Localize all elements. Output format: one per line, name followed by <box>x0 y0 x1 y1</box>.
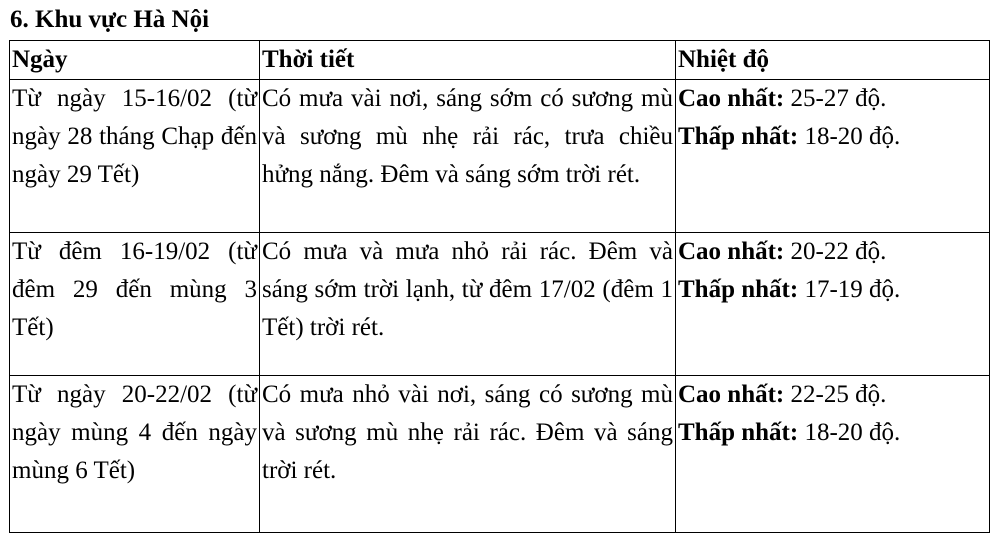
temperature-cell <box>676 80 990 233</box>
low-label: Thấp nhất: <box>678 276 799 303</box>
date-cell: Từ ngày 20-22/02 (từ ngày mùng 4 đến ngày mùng 6 Tết) <box>10 376 260 533</box>
weather-cell: Có mưa và mưa nhỏ rải rác. Đêm và sáng sớm trời lạnh, từ đêm 17/02 (đêm 1 Tết) trời rét. <box>260 233 676 376</box>
low-temperature <box>678 414 987 452</box>
weather-forecast-table <box>9 40 990 533</box>
weather-cell: Có mưa vài nơi, sáng sớm có sương mù và sương mù nhẹ rải rác, trưa chiều hửng nắng. Đêm và sáng sớm trời rét. <box>260 80 676 233</box>
high-label: Cao nhất: <box>678 85 785 112</box>
low-temperature <box>678 271 987 309</box>
section-heading: 6. Khu vực Hà Nội <box>10 6 210 33</box>
weather-cell: Có mưa nhỏ vài nơi, sáng có sương mù và sương mù nhẹ rải rác. Đêm và sáng trời rét. <box>260 376 676 533</box>
header-temperature: Nhiệt độ <box>676 41 990 80</box>
low-temperature <box>678 118 987 156</box>
date-cell: Từ ngày 15-16/02 (từ ngày 28 tháng Chạp đến ngày 29 Tết) <box>10 80 260 233</box>
header-weather: Thời tiết <box>260 41 676 80</box>
high-temperature <box>678 80 987 118</box>
high-value: 22-25 độ. <box>784 381 887 408</box>
table-header-row <box>10 41 990 80</box>
header-date: Ngày <box>10 41 260 80</box>
low-label: Thấp nhất: <box>678 419 799 446</box>
high-label: Cao nhất: <box>678 238 785 265</box>
table-row <box>10 80 990 233</box>
low-label: Thấp nhất: <box>678 123 799 150</box>
low-value: 18-20 độ. <box>798 123 901 150</box>
temperature-cell <box>676 376 990 533</box>
high-temperature <box>678 233 987 271</box>
low-value: 17-19 độ. <box>798 276 901 303</box>
high-temperature <box>678 376 987 414</box>
low-value: 18-20 độ. <box>798 419 901 446</box>
table-row <box>10 376 990 533</box>
date-cell: Từ đêm 16-19/02 (từ đêm 29 đến mùng 3 Tết) <box>10 233 260 376</box>
high-value: 25-27 độ. <box>784 85 887 112</box>
temperature-cell <box>676 233 990 376</box>
high-label: Cao nhất: <box>678 381 785 408</box>
table-row <box>10 233 990 376</box>
high-value: 20-22 độ. <box>784 238 887 265</box>
